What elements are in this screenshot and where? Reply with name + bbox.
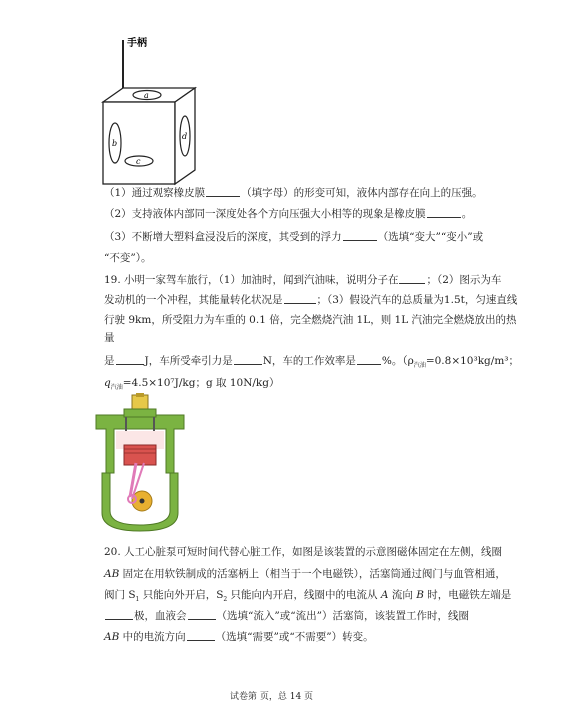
q18-line4: “不变”）。 — [104, 252, 152, 264]
q20-line1: 20. 人工心脏泵可短时间代替心脏工作，如图是该装置的示意图磁体固定在左侧，线圈 — [104, 546, 503, 558]
q18-blank-1 — [206, 185, 240, 197]
q19-line4: 量 — [104, 332, 115, 344]
q20-line5: AB 中的电流方向 （选填“需要”或“不需要”）转变。 — [104, 631, 374, 643]
membrane-label-c: c — [136, 157, 141, 166]
q19-blank-5 — [357, 353, 381, 365]
q19-line2: 发动机的一个冲程，其能量转化状况是 ；（3）假设汽车的总质量为1.5t，匀速直线 — [104, 294, 518, 306]
q19-line5: 是 J，车所受牵引力是 N，车的工作效率是 %。（$\rho_{汽油}=0.8\times 10^3kg/m^3$； — [104, 355, 519, 370]
q19-blank-3 — [116, 353, 144, 365]
q18-blank-3 — [343, 229, 377, 241]
q18-blank-2 — [427, 206, 461, 218]
q20-line2: AB 固定在用软铁制成的活塞柄上（相当于一个电磁铁），活塞筒通过阀门与血管相通， — [104, 568, 506, 580]
q20-blank-3 — [187, 629, 215, 641]
q20-line3: 阀门 $S_1$ 只能向外开启，$S_2$ 只能向内开启，线圈中的电流从 A 流向 B 时，电磁铁左端是 — [104, 589, 512, 604]
figure-engine-stroke — [90, 393, 190, 533]
q18-line3: （3）不断增大塑料盒浸没后的深度，其受到的浮力 （选填“变大”“变小”或 — [104, 231, 484, 243]
q18-line1: （1）通过观察橡皮膜 （填字母）的形变可知，液体内部存在向上的压强。 — [104, 187, 483, 199]
q20-blank-2 — [188, 608, 216, 620]
q19-line6: $q_{汽油}=4.5\times 10^7J/kg$；g 取 10N/kg） — [104, 377, 280, 392]
figure-box-membranes — [95, 30, 255, 190]
q20-line4: 极，血液会 （选填“流入”或“流出”）活塞筒，该装置工作时，线圈 — [104, 608, 469, 624]
q18-line2: （2）支持液体内部同一深度处各个方向压强大小相等的现象是橡皮膜 。 — [104, 208, 473, 220]
q19-blank-1 — [399, 272, 425, 284]
q19-blank-2 — [284, 292, 316, 304]
membrane-label-b: b — [112, 139, 118, 148]
q19-line3: 行驶 9km，所受阻力为车重的 0.1 倍，完全燃烧汽油 1L，则 1L 汽油完全燃烧放出的热 — [104, 314, 517, 326]
handle-label: 手柄 — [127, 38, 147, 49]
membrane-label-d: d — [182, 132, 188, 141]
page-footer: 试卷第 页，总 14 页 — [230, 692, 314, 702]
membrane-label-a: a — [144, 91, 149, 100]
q19-blank-4 — [234, 353, 262, 365]
q20-blank-1 — [105, 608, 133, 620]
q19-line1: 19. 小明一家驾车旅行，（1）加油时，闻到汽油味，说明分子在 ；（2）图示为车 — [104, 274, 502, 286]
